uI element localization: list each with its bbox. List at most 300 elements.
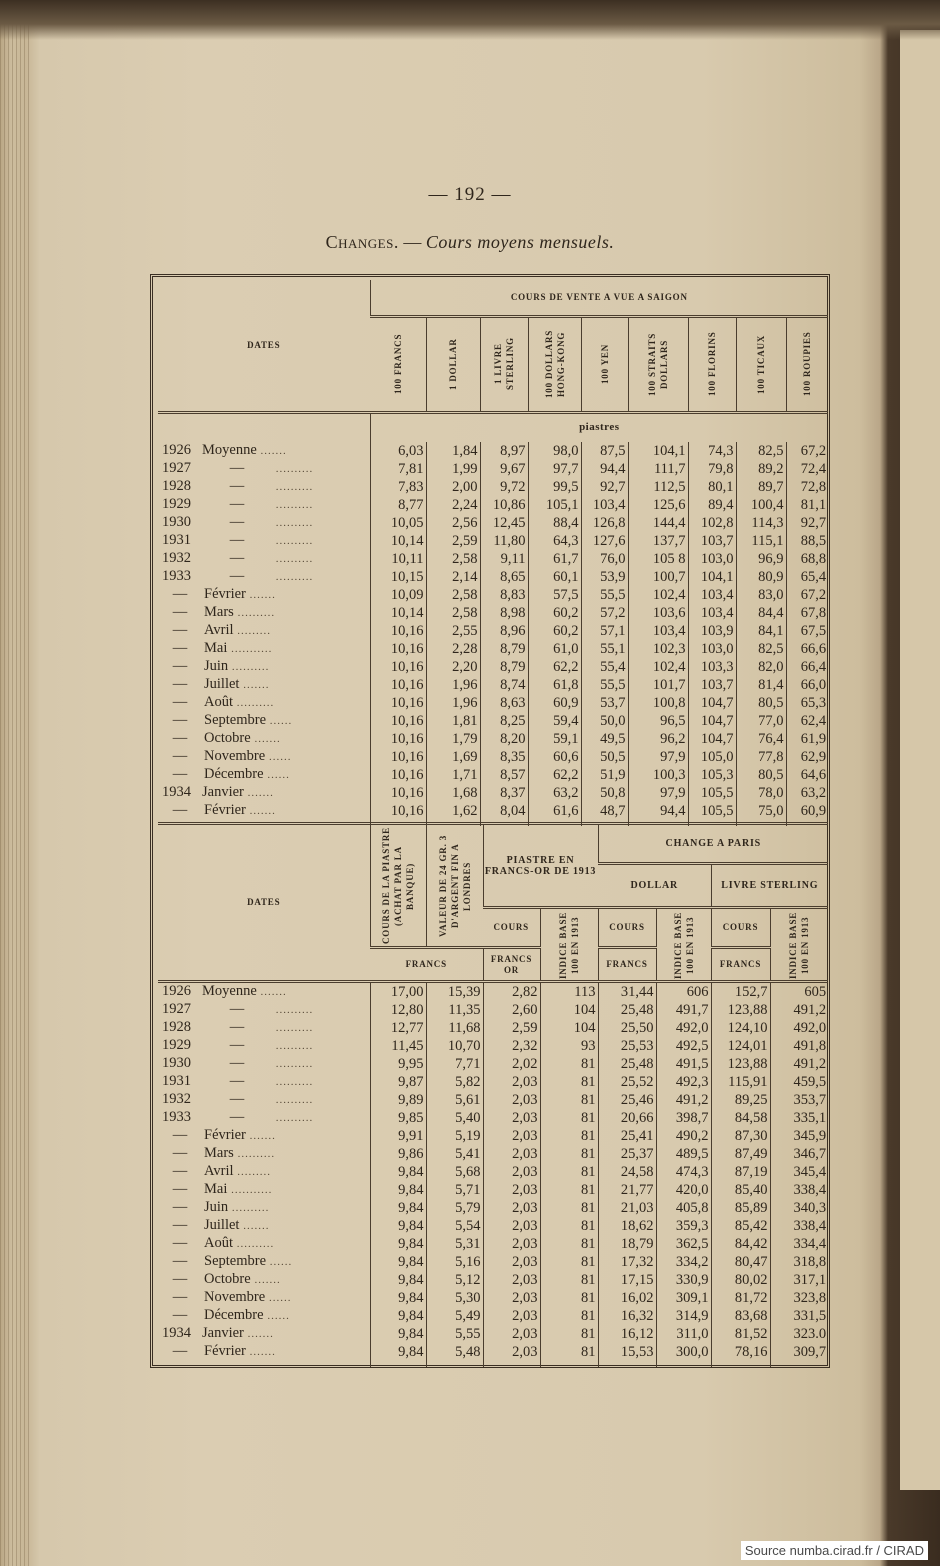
value-cell: 9,84 [370,1289,426,1307]
value-cell: 94,4 [628,802,688,820]
value-cell: 103,7 [688,676,736,694]
value-cell: 25,41 [598,1127,656,1145]
value-cell: 18,62 [598,1217,656,1235]
leader-dots: .......... [272,481,314,493]
value-cell: 491,2 [770,1055,828,1073]
row-year: — [172,1271,188,1287]
value-cell: 11,35 [426,1001,483,1019]
value-cell: 48,7 [581,802,628,820]
row-year: 1930 [162,514,191,530]
book-top-shadow [0,0,940,40]
value-cell: 9,95 [370,1055,426,1073]
value-cell: 105,5 [688,802,736,820]
value-cell: 94,4 [581,460,628,478]
value-cell: 66,4 [786,658,828,676]
value-cell: 104,7 [688,730,736,748]
value-cell: 420,0 [656,1181,711,1199]
column-header-cell [581,316,628,412]
value-cell: 5,54 [426,1217,483,1235]
date-cell [158,1343,370,1361]
value-cell: 10,16 [370,730,426,748]
row-period: Avril [204,1163,234,1179]
table-row [158,1145,828,1163]
leader-dots: .......... [272,1094,314,1106]
leader-dots: ....... [245,1346,276,1358]
leader-dots: ....... [245,589,276,601]
value-cell: 93 [540,1037,598,1055]
leader-dots: .......... [272,517,314,529]
value-cell: 1,69 [426,748,480,766]
value-cell: 127,6 [581,532,628,550]
value-cell: 491,2 [656,1091,711,1109]
value-cell: 10,16 [370,640,426,658]
row-year: 1931 [162,1073,191,1089]
column-header: 100 DOLLARS HONG-KONG [543,329,566,399]
row-year: — [172,604,188,620]
value-cell: 8,79 [480,640,528,658]
value-cell: 300,0 [656,1343,711,1361]
value-cell: 81 [540,1199,598,1217]
date-cell [158,1001,370,1019]
value-cell: 12,45 [480,514,528,532]
value-cell: 103,3 [688,658,736,676]
value-cell: 8,96 [480,622,528,640]
row-year: 1928 [162,1019,191,1035]
value-cell: 25,48 [598,1055,656,1073]
date-cell [158,1127,370,1145]
leader-dots: ........... [227,643,273,655]
value-cell: 83,0 [736,586,786,604]
value-cell: 25,53 [598,1037,656,1055]
value-cell: 100,4 [736,496,786,514]
table-row [158,1199,828,1217]
value-cell: 492,0 [656,1019,711,1037]
value-cell: 15,39 [426,982,483,1002]
value-cell: 80,02 [711,1271,770,1289]
row-period: — [229,514,245,530]
row-period: — [229,568,245,584]
value-cell: 2,56 [426,514,480,532]
value-cell: 84,42 [711,1235,770,1253]
value-cell: 398,7 [656,1109,711,1127]
row-period: Septembre [204,712,267,728]
table-row [158,1019,828,1037]
value-cell: 1,68 [426,784,480,802]
table-row [158,478,828,496]
livre-francs-unit: FRANCS [711,948,770,982]
value-cell: 85,89 [711,1199,770,1217]
table-row [158,1091,828,1109]
value-cell: 5,82 [426,1073,483,1091]
value-cell: 87,19 [711,1163,770,1181]
table-row [158,514,828,532]
value-cell: 104,1 [628,442,688,460]
leader-dots: ...... [266,1256,293,1268]
value-cell: 81 [540,1073,598,1091]
value-cell: 92,7 [581,478,628,496]
value-cell: 10,16 [370,802,426,820]
value-cell: 61,6 [528,802,581,820]
row-period: Juin [204,658,229,674]
row-year: — [172,1235,188,1251]
value-cell: 2,03 [483,1253,540,1271]
value-cell: 61,9 [786,730,828,748]
value-cell: 81,72 [711,1289,770,1307]
value-cell: 492,3 [656,1073,711,1091]
value-cell: 9,86 [370,1145,426,1163]
value-cell: 8,65 [480,568,528,586]
value-cell: 5,16 [426,1253,483,1271]
value-cell: 103,4 [581,496,628,514]
value-cell: 17,00 [370,982,426,1002]
value-cell: 66,0 [786,676,828,694]
value-cell: 66,6 [786,640,828,658]
value-cell: 89,4 [688,496,736,514]
value-cell: 96,5 [628,712,688,730]
value-cell: 85,42 [711,1217,770,1235]
value-cell: 82,0 [736,658,786,676]
value-cell: 100,8 [628,694,688,712]
value-cell: 92,7 [786,514,828,532]
value-cell: 104,1 [688,568,736,586]
value-cell: 491,2 [770,1001,828,1019]
page-number: — 192 — [428,184,512,205]
row-year: — [172,1163,188,1179]
value-cell: 25,46 [598,1091,656,1109]
value-cell: 10,70 [426,1037,483,1055]
date-cell [158,658,370,676]
row-year: — [172,658,188,674]
value-cell: 21,03 [598,1199,656,1217]
value-cell: 81 [540,1343,598,1361]
column-header-cell [480,316,528,412]
dollar-indice-header: INDICE BASE 100 EN 1913 [672,910,695,979]
value-cell: 1,79 [426,730,480,748]
dates-header: DATES [158,824,370,982]
value-cell: 10,14 [370,532,426,550]
value-cell: 8,37 [480,784,528,802]
value-cell: 18,79 [598,1235,656,1253]
spacer-cell [158,412,370,442]
value-cell: 2,00 [426,478,480,496]
value-cell: 2,03 [483,1217,540,1235]
date-cell [158,640,370,658]
row-year: — [172,622,188,638]
date-cell [158,1073,370,1091]
table-row [158,730,828,748]
date-cell [158,1217,370,1235]
value-cell: 50,0 [581,712,628,730]
row-year: — [172,730,188,746]
value-cell: 102,3 [628,640,688,658]
leader-dots: ...... [263,769,290,781]
piastre-and-paris-exchange-table [158,822,828,1367]
value-cell: 102,8 [688,514,736,532]
value-cell: 9,84 [370,1217,426,1235]
table-row [158,676,828,694]
value-cell: 96,2 [628,730,688,748]
row-period: Mars [204,1145,234,1161]
value-cell: 105,0 [688,748,736,766]
value-cell: 21,77 [598,1181,656,1199]
value-cell: 17,15 [598,1271,656,1289]
value-cell: 65,4 [786,568,828,586]
value-cell: 353,7 [770,1091,828,1109]
value-cell: 330,9 [656,1271,711,1289]
value-cell: 25,48 [598,1001,656,1019]
table-row [158,1271,828,1289]
value-cell: 2,24 [426,496,480,514]
title-main: Cours moyens mensuels. [425,232,615,252]
value-cell: 61,0 [528,640,581,658]
table-row [158,550,828,568]
leader-dots: .......... [272,1040,314,1052]
date-cell [158,1145,370,1163]
value-cell: 10,16 [370,694,426,712]
value-cell: 49,5 [581,730,628,748]
date-cell [158,568,370,586]
value-cell: 8,74 [480,676,528,694]
value-cell: 137,7 [628,532,688,550]
value-cell: 12,77 [370,1019,426,1037]
value-cell: 2,03 [483,1271,540,1289]
leader-dots: ......... [233,1166,272,1178]
value-cell: 10,16 [370,712,426,730]
value-cell: 606 [656,982,711,1002]
leader-dots: .......... [228,1202,270,1214]
value-cell: 605 [770,982,828,1002]
value-cell: 5,12 [426,1271,483,1289]
value-cell: 10,11 [370,550,426,568]
leader-dots: ....... [243,787,274,799]
value-cell: 9,67 [480,460,528,478]
table-row [158,1073,828,1091]
value-cell: 2,55 [426,622,480,640]
value-cell: 67,5 [786,622,828,640]
row-year: 1928 [162,478,191,494]
column-header-cell [786,316,828,412]
row-period: Mars [204,604,234,620]
value-cell: 97,9 [628,784,688,802]
value-cell: 317,1 [770,1271,828,1289]
value-cell: 100,3 [628,766,688,784]
value-cell: 5,19 [426,1127,483,1145]
column-header: 100 FRANCS [392,333,403,395]
value-cell: 24,58 [598,1163,656,1181]
value-cell: 103,7 [688,532,736,550]
value-cell: 5,49 [426,1307,483,1325]
value-cell: 114,3 [736,514,786,532]
row-period: Décembre [204,1307,264,1323]
livre-cours-header: COURS [711,908,770,948]
value-cell: 104,7 [688,694,736,712]
leader-dots: .......... [272,1076,314,1088]
value-cell: 81 [540,1055,598,1073]
value-cell: 25,52 [598,1073,656,1091]
table-row [158,1343,828,1361]
value-cell: 83,68 [711,1307,770,1325]
row-period: Mai [204,640,228,656]
table-row [158,496,828,514]
column-header-cell [688,316,736,412]
value-cell: 87,5 [581,442,628,460]
value-cell: 16,12 [598,1325,656,1343]
value-cell: 8,77 [370,496,426,514]
leader-dots: ........... [227,1184,273,1196]
value-cell: 123,88 [711,1001,770,1019]
table-row [158,1109,828,1127]
leader-dots: .......... [228,661,270,673]
value-cell: 492,0 [770,1019,828,1037]
value-cell: 67,2 [786,442,828,460]
value-cell: 81,4 [736,676,786,694]
row-year: 1932 [162,1091,191,1107]
value-cell: 79,8 [688,460,736,478]
table-row [158,1127,828,1145]
value-cell: 60,2 [528,622,581,640]
date-cell [158,712,370,730]
value-cell: 2,03 [483,1091,540,1109]
spacer-cell [426,1361,483,1367]
date-cell [158,1181,370,1199]
value-cell: 9,84 [370,1343,426,1361]
value-cell: 87,30 [711,1127,770,1145]
value-cell: 144,4 [628,514,688,532]
value-cell: 105 8 [628,550,688,568]
value-cell: 50,8 [581,784,628,802]
date-cell [158,766,370,784]
value-cell: 338,4 [770,1217,828,1235]
value-cell: 5,71 [426,1181,483,1199]
table-row [158,1181,828,1199]
row-period: Août [204,1235,233,1251]
value-cell: 340,3 [770,1199,828,1217]
leader-dots: .......... [272,553,314,565]
row-period: Août [204,694,233,710]
value-cell: 323.0 [770,1325,828,1343]
value-cell: 68,8 [786,550,828,568]
date-cell [158,442,370,460]
row-period: Septembre [204,1253,267,1269]
value-cell: 81 [540,1127,598,1145]
row-year: 1929 [162,1037,191,1053]
row-period: Février [204,586,246,602]
row-year: — [172,1289,188,1305]
leader-dots: .......... [272,1004,314,1016]
leader-dots: ...... [263,1310,290,1322]
value-cell: 9,84 [370,1325,426,1343]
value-cell: 104 [540,1019,598,1037]
value-cell: 2,58 [426,586,480,604]
value-cell: 9,84 [370,1163,426,1181]
table-row [158,1163,828,1181]
value-cell: 57,1 [581,622,628,640]
value-cell: 9,84 [370,1199,426,1217]
column-header: 1 LIVRE STERLING [493,337,515,391]
value-cell: 60,9 [786,802,828,820]
value-cell: 103,4 [688,586,736,604]
value-cell: 8,79 [480,658,528,676]
table-row [158,1253,828,1271]
value-cell: 61,8 [528,676,581,694]
value-cell: 124,01 [711,1037,770,1055]
value-cell: 81,52 [711,1325,770,1343]
row-year: 1929 [162,496,191,512]
leader-dots: ....... [239,1220,270,1232]
leader-dots: .......... [233,1148,276,1160]
value-cell: 8,98 [480,604,528,622]
row-year: — [172,1181,188,1197]
value-cell: 5,61 [426,1091,483,1109]
row-year: — [172,640,188,656]
value-cell: 10,15 [370,568,426,586]
spacer-cell [656,1361,711,1367]
row-period: Juin [204,1199,229,1215]
row-year: 1927 [162,460,191,476]
date-cell [158,1307,370,1325]
value-cell: 102,4 [628,586,688,604]
value-cell: 12,80 [370,1001,426,1019]
value-cell: 8,63 [480,694,528,712]
value-cell: 20,66 [598,1109,656,1127]
table-row [158,694,828,712]
value-cell: 80,1 [688,478,736,496]
value-cell: 75,0 [736,802,786,820]
piastre-cours-header: COURS [483,908,540,948]
francs-or-unit: FRANCS OR [483,948,540,982]
value-cell: 9,84 [370,1181,426,1199]
value-cell: 11,80 [480,532,528,550]
row-year: — [172,1343,188,1359]
value-cell: 10,05 [370,514,426,532]
value-cell: 5,79 [426,1199,483,1217]
value-cell: 124,10 [711,1019,770,1037]
leader-dots: ...... [265,751,292,763]
table-row [158,766,828,784]
date-cell [158,982,370,1002]
value-cell: 9,84 [370,1307,426,1325]
leader-dots: .......... [233,697,275,709]
value-cell: 8,83 [480,586,528,604]
spacer-cell [540,1361,598,1367]
value-cell: 2,32 [483,1037,540,1055]
table-row [158,532,828,550]
row-period: — [229,1037,245,1053]
row-period: Janvier [202,784,244,800]
row-year: 1934 [162,1325,191,1341]
row-period: — [229,478,245,494]
value-cell: 5,41 [426,1145,483,1163]
leader-dots: ......... [233,625,272,637]
value-cell: 2,14 [426,568,480,586]
date-cell [158,532,370,550]
row-period: Moyenne [202,442,257,458]
table-row [158,604,828,622]
row-period: Avril [204,622,234,638]
table-row [158,622,828,640]
table-row [158,1289,828,1307]
leader-dots: .......... [272,571,314,583]
row-period: Novembre [204,748,266,764]
value-cell: 10,09 [370,586,426,604]
value-cell: 59,4 [528,712,581,730]
value-cell: 81 [540,1271,598,1289]
value-cell: 81 [540,1307,598,1325]
value-cell: 96,9 [736,550,786,568]
value-cell: 105,3 [688,766,736,784]
leader-dots: ....... [250,1274,281,1286]
value-cell: 77,8 [736,748,786,766]
